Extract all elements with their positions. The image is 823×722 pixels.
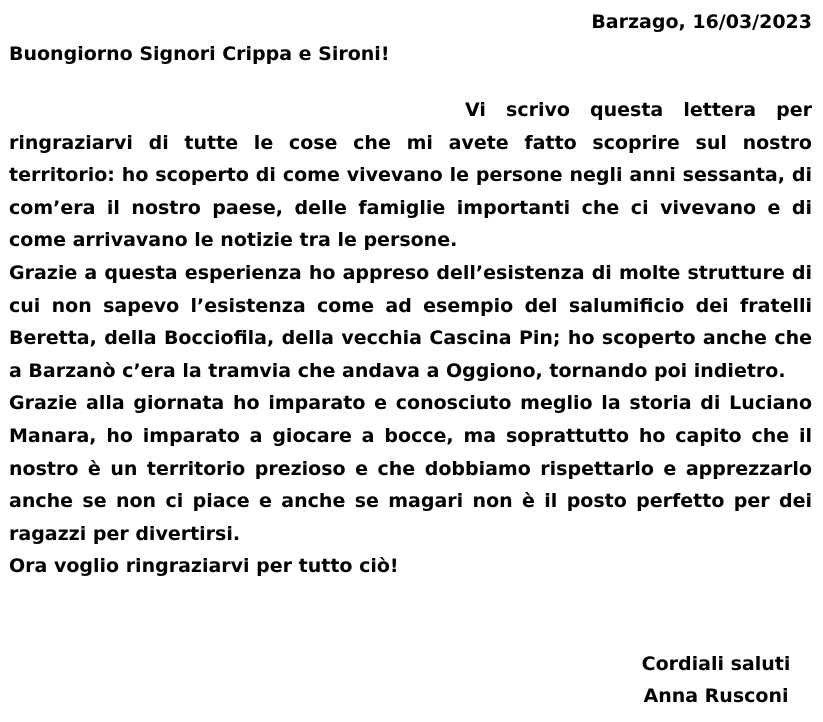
letter-signature: Anna Rusconi [643,685,789,707]
paragraph-experience: Grazie a questa esperienza ho appreso dell’esistenza di molte strutture di cui non sapevo l’esistenza come ad esempio del salumificio dei fratelli Beretta, della Bocciofila, della vecchia Cascina Pin; ho scoperto anche che a Barzanò c’era la tramvia che andava a Oggiono, tornando poi indietro. [9,261,812,382]
letter-greeting: Buongiorno Signori Crippa e Sironi! [9,43,390,65]
paragraph-final-thanks: Ora voglio ringraziarvi per tutto ciò! [9,555,399,578]
letter-closing: Cordiali saluti [641,653,791,675]
letter-page [9,0,812,722]
letter-body [9,94,812,583]
paragraph-day: Grazie alla giornata ho imparato e conosciuto meglio la storia di Luciano Manara, ho imparato a giocare a bocce, ma soprattutto ho capito che il nostro è un territorio prezioso e che dobbiamo rispettarlo e apprezzarlo anche se non ci piace e anche se magari non è il posto perfetto per dei ragazzi per divertirsi. [9,392,812,545]
letter-signoff [636,648,796,712]
letter-date: Barzago, 16/03/2023 [591,11,812,33]
paragraph-thanks: Vi scrivo questa lettera per ringraziarvi di tutte le cose che mi avete fatto scoprire sul nostro territorio: ho scoperto di come vivevano le persone negli anni sessanta, di com’era il nostro paese, delle famiglie importanti che ci vivevano e di come arrivavano le notizie tra le persone. [9,99,812,252]
